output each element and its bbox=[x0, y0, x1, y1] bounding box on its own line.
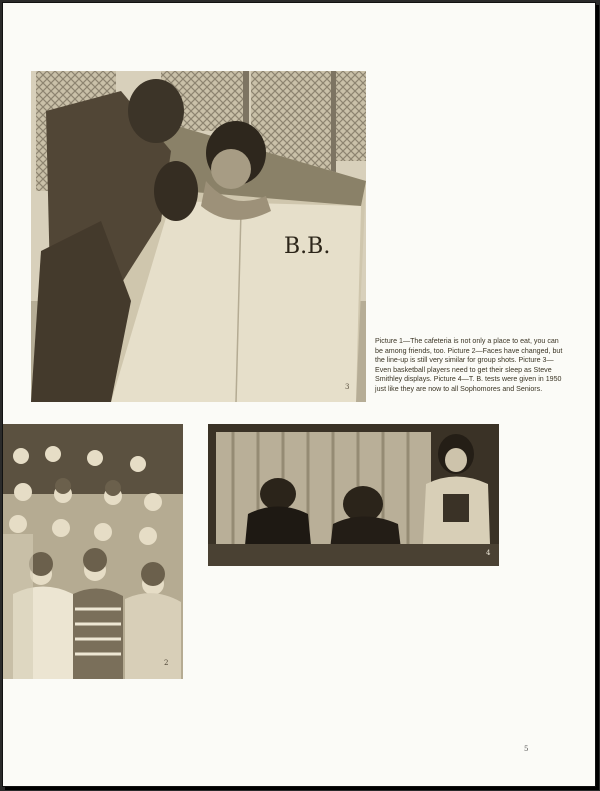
photo-number-3: 4 bbox=[486, 549, 491, 557]
photo-number-1: 3 bbox=[345, 383, 350, 391]
photo-number-2: 2 bbox=[164, 659, 169, 667]
photo-group-portrait bbox=[3, 424, 183, 679]
photo-3-image bbox=[208, 424, 499, 566]
photo-basketball-player-in-cart bbox=[31, 71, 366, 402]
cart-lettering: B.B. bbox=[284, 234, 331, 259]
photo-tb-tests bbox=[208, 424, 499, 566]
photo-1-image bbox=[31, 71, 366, 402]
photo-2-image bbox=[3, 424, 183, 679]
photo-caption: Picture 1—The cafeteria is not only a place to eat, you can be among friends, too. Picture 2—Faces have changed, but the line-up is still very similar for group shots. Picture 3—Even basketball players need to get their sleep as Steve Smithley displays. Picture 4—T. B. tests were given in 1950 just like they are now to all Sophomores and Seniors. bbox=[375, 337, 563, 393]
page-number: 5 bbox=[524, 745, 529, 753]
yearbook-page bbox=[2, 2, 596, 787]
